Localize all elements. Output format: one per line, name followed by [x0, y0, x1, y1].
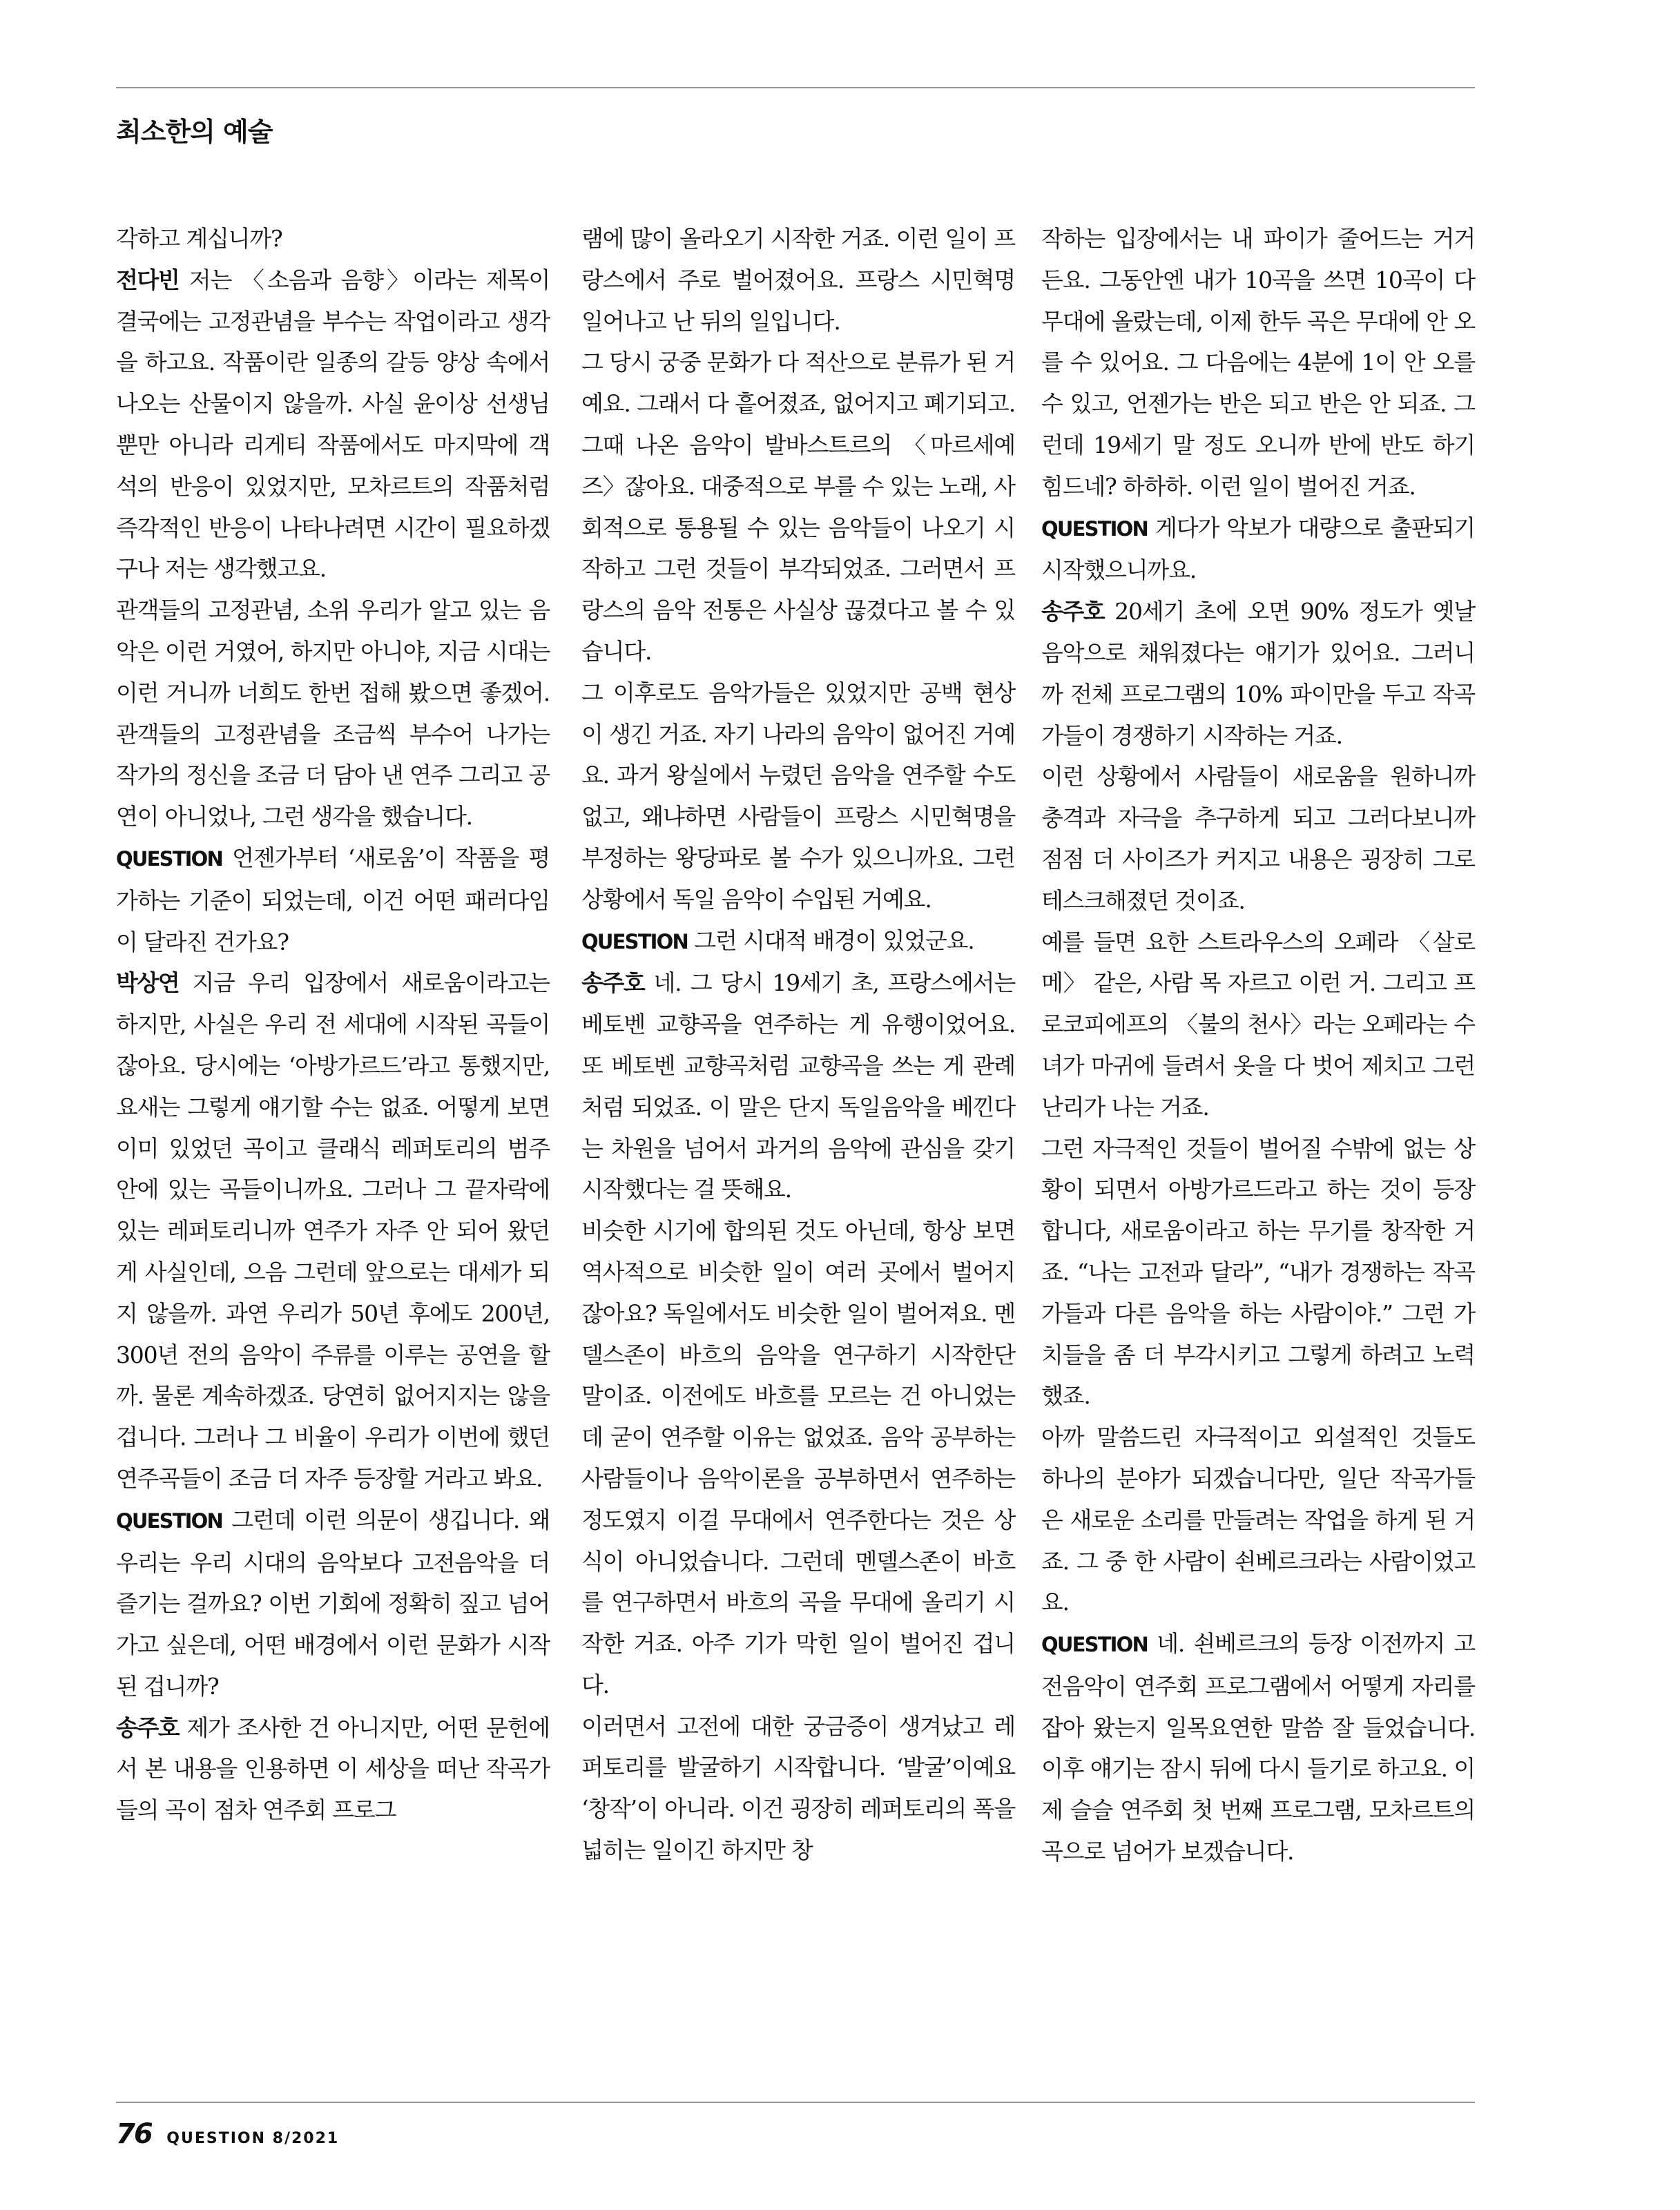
paragraph-text: 그 이후로도 음악가들은 있었지만 공백 현상이 생긴 거죠. 자기 나라의 음악이 없어진 거예요. 과거 왕실에서 누렸던 음악을 연주할 수도 없고, 왜냐하면 사람들이 프랑스 시민혁명을 부정하는 왕당파로 볼 수가 있으니까요. 그런 상황에서 독일 음악이 수입된 거예요.: [581, 679, 1015, 913]
publication-issue: QUESTION 8/2021: [166, 2130, 340, 2147]
paragraph-text: 그런 자극적인 것들이 벌어질 수밖에 없는 상황이 되면서 아방가르드라고 하는 것이 등장합니다, 새로움이라고 하는 무기를 창작한 거죠. “나는 고전과 달라”, “내가 경쟁하는 작곡가들과 다른 음악을 하는 사람이야.” 그런 가치들을 좀 더 부각시키고 그렇게 하려고 노력했죠.: [1041, 1134, 1475, 1410]
speaker-label: QUESTION: [1041, 516, 1148, 541]
paragraph: [1041, 591, 1475, 756]
paragraph: [1041, 1417, 1475, 1623]
paragraph-text: 저는 〈소음과 음향〉이라는 제목이 결국에는 고정관념을 부수는 작업이라고 생각을 하고요. 작품이란 일종의 갈등 양상 속에서 나오는 산물이지 않을까. 사실 윤이상 선생님뿐만 아니라 리게티 작품에서도 마지막에 객석의 반응이 있었지만, 모차르트의 작품처럼 즉각적인 반응이 나타나려면 시간이 필요하겠구나 저는 생각했고요.: [116, 266, 550, 583]
paragraph: [116, 1707, 550, 1831]
paragraph-text: 관객들의 고정관념, 소위 우리가 알고 있는 음악은 이런 거였어, 하지만 아니야, 지금 시대는 이런 거니까 너희도 한번 접해 봤으면 좋겠어. 관객들의 고정관념을 조금씩 부수어 나가는 작가의 정신을 조금 더 담아 낸 연주 그리고 공연이 아니었나, 그런 생각을 했습니다.: [116, 597, 550, 831]
speaker-label: QUESTION: [1041, 1633, 1148, 1657]
paragraph: [1041, 1623, 1475, 1872]
paragraph: [116, 260, 550, 590]
paragraph: [1041, 756, 1475, 921]
paragraph-text: 네. 그 당시 19세기 초, 프랑스에서는 베토벤 교향곡을 연주하는 게 유행이었어요. 또 베토벤 교향곡처럼 교향곡을 쓰는 게 관례처럼 되었죠. 이 말은 단지 독일음악을 베낀다는 차원을 넘어서 과거의 음악에 관심을 갖기 시작했다는 걸 뜻해요.: [581, 969, 1015, 1203]
paragraph-text: 이런 상황에서 사람들이 새로움을 원하니까 충격과 자극을 추구하게 되고 그러다보니까 점점 더 사이즈가 커지고 내용은 굉장히 그로테스크해졌던 것이죠.: [1041, 763, 1475, 914]
paragraph-text: 그런 시대적 배경이 있었군요.: [694, 927, 974, 954]
paragraph-text: 이러면서 고전에 대한 궁금증이 생겨났고 레퍼토리를 발굴하기 시작합니다. ‘발굴’이예요 ‘창작’이 아니라. 이건 굉장히 레퍼토리의 폭을 넓히는 일이긴 하지만 창: [581, 1712, 1015, 1864]
paragraph-text: 작하는 입장에서는 내 파이가 줄어드는 거거든요. 그동안엔 내가 10곡을 쓰면 10곡이 다 무대에 올랐는데, 이제 한두 곡은 무대에 안 오를 수 있어요. 그 다음에는 4분에 1이 안 오를 수 있고, 언젠가는 반은 되고 반은 안 되죠. 그런데 19세기 말 정도 오니까 반에 반도 하기 힘드네? 하하하. 이런 일이 벌어진 거죠.: [1041, 225, 1475, 500]
paragraph-text: 20세기 초에 오면 90% 정도가 옛날 음악으로 채워졌다는 얘기가 있어요. 그러니까 전체 프로그램의 10% 파이만을 두고 작곡가들이 경쟁하기 시작하는 거죠.: [1041, 598, 1475, 749]
header-rule: [116, 87, 1475, 88]
paragraph: [1041, 1128, 1475, 1417]
paragraph: [116, 962, 550, 1499]
paragraph: [1041, 507, 1475, 592]
paragraph-text: 아까 말씀드린 자극적이고 외설적인 것들도 하나의 분야가 되겠습니다만, 일단 작곡가들은 새로운 소리를 만들려는 작업을 하게 된 거죠. 그 중 한 사람이 쇤베르크라는 사람이었고요.: [1041, 1424, 1475, 1616]
speaker-label: 송주호: [1041, 598, 1105, 626]
paragraph: [581, 920, 1015, 963]
paragraph-text: 언젠가부터 ‘새로움’이 작품을 평가하는 기준이 되었는데, 이건 어떤 패러다임이 달라진 건가요?: [116, 844, 550, 956]
text-column-1: [116, 218, 550, 1831]
speaker-label: QUESTION: [116, 1509, 222, 1533]
paragraph: [1041, 922, 1475, 1128]
paragraph: [581, 1210, 1015, 1706]
speaker-label: QUESTION: [581, 929, 688, 953]
paragraph-text: 비슷한 시기에 합의된 것도 아닌데, 항상 보면 역사적으로 비슷한 일이 여러 곳에서 벌어지잖아요? 독일에서도 비슷한 일이 벌어져요. 멘델스존이 바흐의 음악을 연구하기 시작한단 말이죠. 이전에도 바흐를 모르는 건 아니었는데 굳이 연주할 이유는 없었죠. 음악 공부하는 사람들이나 음악이론을 공부하면서 연주하는 정도였지 이걸 무대에서 연주한다는 것은 상식이 아니었습니다. 그런데 멘델스존이 바흐를 연구하면서 바흐의 곡을 무대에 올리기 시작한 거죠. 아주 기가 막힌 일이 벌어진 겁니다.: [581, 1217, 1015, 1698]
paragraph-text: 지금 우리 입장에서 새로움이라고는 하지만, 사실은 우리 전 세대에 시작된 곡들이잖아요. 당시에는 ‘아방가르드’라고 통했지만, 요새는 그렇게 얘기할 수는 없죠. 어떻게 보면 이미 있었던 곡이고 클래식 레퍼토리의 범주 안에 있는 곡들이니까요. 그러나 그 끝자락에 있는 레퍼토리니까 연주가 자주 안 되어 왔던 게 사실인데, 으음 그런데 앞으로는 대세가 되지 않을까. 과연 우리가 50년 후에도 200년, 300년 전의 음악이 주류를 이루는 공연을 할까. 물론 계속하겠죠. 당연히 없어지지는 않을 겁니다. 그러나 그 비율이 우리가 이번에 했던 연주곡들이 조금 더 자주 등장할 거라고 봐요.: [116, 969, 550, 1492]
paragraph-text: 그 당시 궁중 문화가 다 적산으로 분류가 된 거예요. 그래서 다 흩어졌죠, 없어지고 폐기되고. 그때 나온 음악이 발바스트르의 〈마르세예즈〉잖아요. 대중적으로 부를 수 있는 노래, 사회적으로 통용될 수 있는 음악들이 나오기 시작하고 그런 것들이 부각되었죠. 그러면서 프랑스의 음악 전통은 사실상 끊겼다고 볼 수 있습니다.: [581, 349, 1015, 665]
paragraph-text: 제가 조사한 건 아니지만, 어떤 문헌에서 본 내용을 인용하면 이 세상을 떠난 작곡가들의 곡이 점차 연주회 프로그: [116, 1714, 550, 1824]
paragraph-text: 그런데 이런 의문이 생깁니다. 왜 우리는 우리 시대의 음악보다 고전음악을 더 즐기는 걸까요? 이번 기회에 정확히 짚고 넘어가고 싶은데, 어떤 배경에서 이런 문화가 시작된 겁니까?: [116, 1506, 550, 1700]
speaker-label: 송주호: [581, 969, 645, 997]
paragraph-text: 램에 많이 올라오기 시작한 거죠. 이런 일이 프랑스에서 주로 벌어졌어요. 프랑스 시민혁명 일어나고 난 뒤의 일입니다.: [581, 225, 1015, 335]
text-column-2: [581, 218, 1015, 1871]
paragraph: [581, 1706, 1015, 1871]
paragraph: [581, 342, 1015, 672]
speaker-label: 송주호: [116, 1714, 180, 1741]
paragraph-text: 예를 들면 요한 스트라우스의 오페라 〈살로메〉 같은, 사람 목 자르고 이런 거. 그리고 프로코피에프의 〈불의 천사〉라는 오페라는 수녀가 마귀에 들려서 옷을 다 벗어 제치고 그런 난리가 나는 거죠.: [1041, 928, 1475, 1121]
speaker-label: 전다빈: [116, 266, 180, 293]
paragraph: [581, 218, 1015, 342]
paragraph: [581, 672, 1015, 920]
paragraph: [116, 218, 550, 260]
speaker-label: 박상연: [116, 969, 180, 997]
text-column-3: [1041, 218, 1475, 1872]
page-number: 76: [116, 2118, 152, 2150]
paragraph: [116, 590, 550, 837]
paragraph-text: 네. 쇤베르크의 등장 이전까지 고전음악이 연주회 프로그램에서 어떻게 자리를 잡아 왔는지 일목요연한 말씀 잘 들었습니다. 이후 얘기는 잠시 뒤에 다시 들기로 하고요. 이제 슬슬 연주회 첫 번째 프로그램, 모차르트의 곡으로 넘어가 보겠습니다.: [1041, 1630, 1476, 1865]
paragraph-text: 각하고 계십니까?: [116, 225, 282, 252]
footer-rule: [116, 2102, 1475, 2103]
section-title: 최소한의 예술: [116, 117, 273, 147]
paragraph: [116, 1500, 550, 1707]
speaker-label: QUESTION: [116, 846, 222, 871]
page-footer: [116, 2118, 339, 2150]
paragraph-text: 게다가 악보가 대량으로 출판되기 시작했으니까요.: [1041, 514, 1475, 584]
paragraph: [1041, 218, 1475, 507]
paragraph: [116, 837, 550, 962]
paragraph: [581, 962, 1015, 1210]
